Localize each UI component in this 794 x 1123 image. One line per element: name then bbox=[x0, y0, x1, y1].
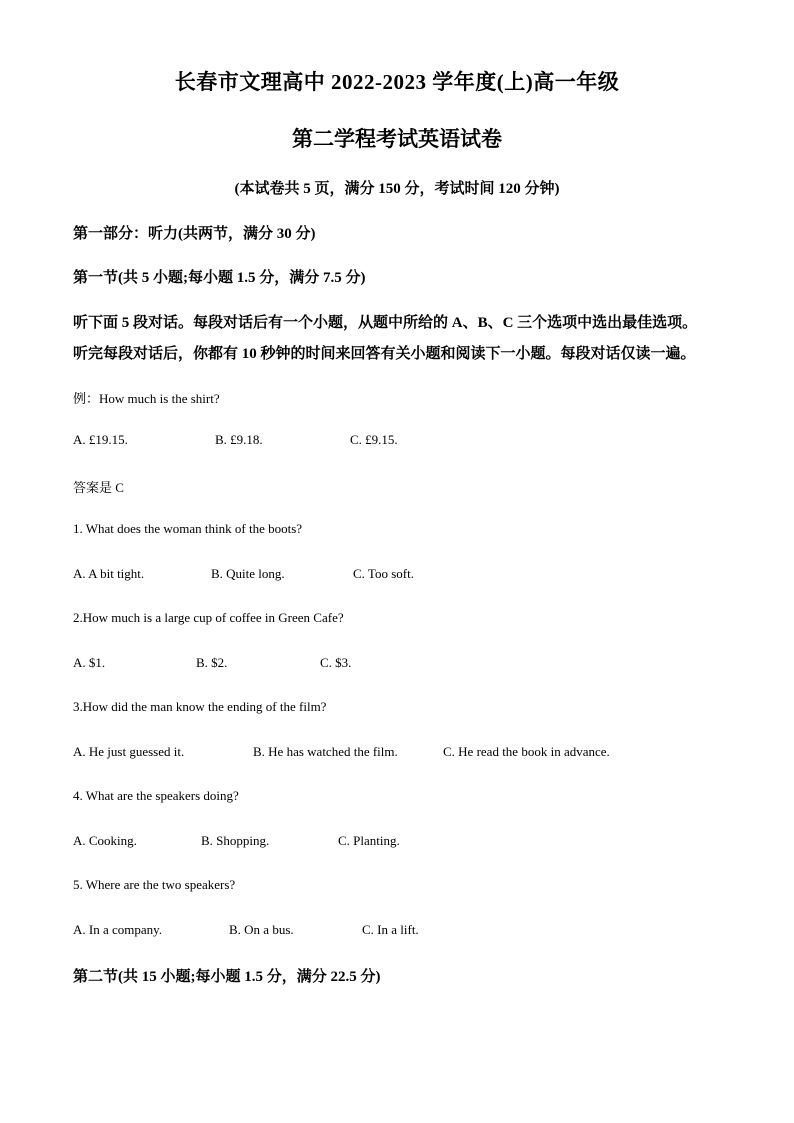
q5-option-c: C. In a lift. bbox=[362, 922, 419, 937]
question-2-options bbox=[73, 655, 713, 673]
q4-option-b: B. Shopping. bbox=[201, 833, 270, 848]
exam-title-line2: 第二学程考试英语试卷 bbox=[292, 127, 502, 151]
question-5-options bbox=[73, 922, 713, 940]
example-option-c: C. £9.15. bbox=[350, 432, 398, 447]
question-1: 1. What does the woman think of the boots? bbox=[73, 521, 303, 536]
question-1-options bbox=[73, 566, 713, 584]
q3-option-a: A. He just guessed it. bbox=[73, 744, 185, 759]
question-3-options bbox=[73, 744, 713, 762]
example-option-a: A. £19.15. bbox=[73, 432, 128, 447]
example-question: 例：How much is the shirt? bbox=[73, 391, 220, 406]
instructions-line2: 听完每段对话后，你都有 10 秒钟的时间来回答有关小题和阅读下一小题。每段对话仅读一遍。 bbox=[73, 346, 696, 362]
example-option-b: B. £9.18. bbox=[215, 432, 263, 447]
question-4: 4. What are the speakers doing? bbox=[73, 788, 239, 803]
q2-option-b: B. $2. bbox=[196, 655, 228, 670]
question-3: 3.How did the man know the ending of the film? bbox=[73, 699, 327, 714]
q5-option-a: A. In a company. bbox=[73, 922, 163, 937]
q1-option-b: B. Quite long. bbox=[211, 566, 285, 581]
example-options bbox=[73, 432, 713, 450]
example-answer: 答案是 C bbox=[73, 480, 124, 495]
q3-option-b: B. He has watched the film. bbox=[253, 744, 398, 759]
question-4-options bbox=[73, 833, 713, 851]
instructions-line1: 听下面 5 段对话。每段对话后有一个小题，从题中所给的 A、B、C 三个选项中选出最佳选项。 bbox=[73, 315, 698, 331]
q2-option-c: C. $3. bbox=[320, 655, 352, 670]
part1-heading: 第一部分：听力(共两节，满分 30 分) bbox=[73, 226, 316, 242]
q4-option-a: A. Cooking. bbox=[73, 833, 137, 848]
question-2: 2.How much is a large cup of coffee in Green Cafe? bbox=[73, 610, 344, 625]
section1-heading: 第一节(共 5 小题;每小题 1.5 分，满分 7.5 分) bbox=[73, 270, 366, 286]
exam-title-line1: 长春市文理高中 2022-2023 学年度(上)高一年级 bbox=[174, 70, 620, 94]
exam-subtitle: (本试卷共 5 页，满分 150 分，考试时间 120 分钟) bbox=[234, 181, 560, 197]
q1-option-a: A. A bit tight. bbox=[73, 566, 145, 581]
section2-heading: 第二节(共 15 小题;每小题 1.5 分，满分 22.5 分) bbox=[73, 969, 381, 985]
q3-option-c: C. He read the book in advance. bbox=[443, 744, 610, 759]
q4-option-c: C. Planting. bbox=[338, 833, 400, 848]
q1-option-c: C. Too soft. bbox=[353, 566, 414, 581]
question-5: 5. Where are the two speakers? bbox=[73, 877, 236, 892]
q2-option-a: A. $1. bbox=[73, 655, 106, 670]
q5-option-b: B. On a bus. bbox=[229, 922, 294, 937]
